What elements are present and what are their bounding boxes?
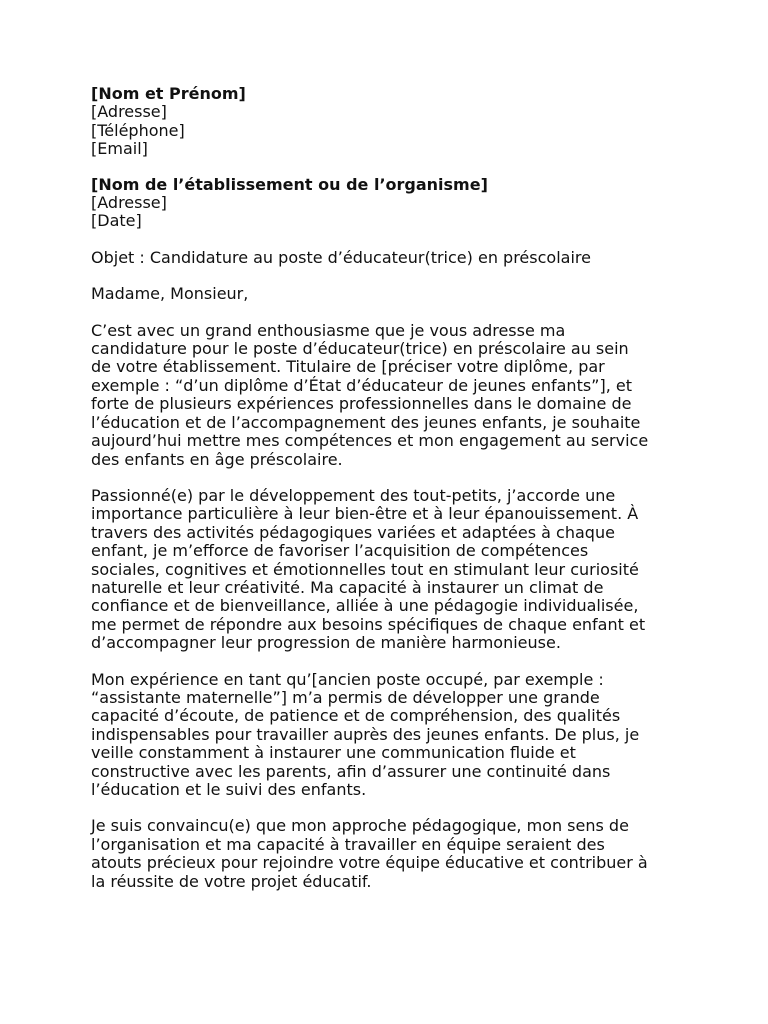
paragraph-line: travers des activités pédagogiques variées et adaptées à chaque: [91, 522, 615, 542]
paragraph-2: [91, 487, 691, 653]
sender-block: [91, 85, 691, 159]
sender-name: [Nom et Prénom]: [91, 84, 246, 103]
paragraph-line: enfant, je m’efforce de favoriser l’acquisition de compétences: [91, 541, 589, 561]
letter-body: [91, 85, 691, 891]
paragraph-line: Je suis convaincu(e) que mon approche pédagogique, mon sens de: [91, 816, 629, 836]
paragraph-line: “assistante maternelle”] m’a permis de développer une grande: [91, 687, 600, 707]
paragraph-line: candidature pour le poste d’éducateur(trice) en préscolaire au sein: [91, 339, 629, 359]
paragraph-line: me permet de répondre aux besoins spécifiques de chaque enfant et: [91, 614, 646, 634]
paragraph-line: importance particulière à leur bien-être et à leur épanouissement. À: [91, 504, 639, 524]
paragraph-line: des enfants en âge préscolaire.: [91, 449, 343, 469]
paragraph-line: indispensables pour travailler auprès des jeunes enfants. De plus, je: [91, 724, 640, 744]
recipient-block: [91, 176, 691, 231]
paragraph-line: d’accompagner leur progression de manière harmonieuse.: [91, 633, 561, 653]
paragraph-line: forte de plusieurs expériences professionnelles dans le domaine de: [91, 394, 632, 414]
paragraph-1: [91, 322, 691, 469]
paragraph-line: capacité d’écoute, de patience et de compréhension, des qualités: [91, 706, 621, 726]
paragraph-3: [91, 671, 691, 800]
paragraph-line: confiance et de bienveillance, alliée à une pédagogie individualisée,: [91, 596, 639, 616]
paragraph-line: l’éducation et le suivi des enfants.: [91, 780, 367, 799]
subject-text: Objet : Candidature au poste d’éducateur(trice) en préscolaire: [91, 247, 591, 267]
recipient-name: [Nom de l’établissement ou de l’organisme]: [91, 174, 488, 194]
subject-line: [91, 249, 691, 267]
paragraph-line: aujourd’hui mettre mes compétences et mon engagement au service: [91, 431, 649, 451]
recipient-address: [Adresse]: [91, 193, 167, 213]
paragraph-line: Mon expérience en tant qu’[ancien poste occupé, par exemple :: [91, 669, 604, 689]
letter-date: [Date]: [91, 211, 142, 231]
paragraph-line: constructive avec les parents, afin d’assurer une continuité dans: [91, 761, 611, 781]
salutation-text: Madame, Monsieur,: [91, 284, 249, 304]
paragraph-line: l’éducation et de l’accompagnement des jeunes enfants, je souhaite: [91, 412, 641, 432]
paragraph-line: naturelle et leur créativité. Ma capacité à instaurer un climat de: [91, 577, 604, 597]
paragraph-line: sociales, cognitives et émotionnelles tout en stimulant leur curiosité: [91, 559, 639, 579]
paragraph-4: [91, 817, 691, 891]
paragraph-line: atouts précieux pour rejoindre votre équipe éducative et contribuer à: [91, 853, 648, 873]
paragraph-line: de votre établissement. Titulaire de [préciser votre diplôme, par: [91, 357, 605, 377]
paragraph-line: exemple : “d’un diplôme d’État d’éducateur de jeunes enfants”], et: [91, 375, 632, 395]
sender-address: [Adresse]: [91, 102, 167, 122]
paragraph-line: C’est avec un grand enthousiasme que je vous adresse ma: [91, 320, 566, 340]
paragraph-line: la réussite de votre projet éducatif.: [91, 871, 372, 891]
sender-phone: [Téléphone]: [91, 120, 185, 140]
salutation: [91, 285, 691, 303]
paragraph-line: l’organisation et ma capacité à travailler en équipe seraient des: [91, 834, 605, 854]
paragraph-line: Passionné(e) par le développement des tout-petits, j’accorde une: [91, 485, 616, 505]
paragraph-line: veille constamment à instaurer une communication fluide et: [91, 743, 576, 763]
sender-email: [Email]: [91, 139, 148, 159]
